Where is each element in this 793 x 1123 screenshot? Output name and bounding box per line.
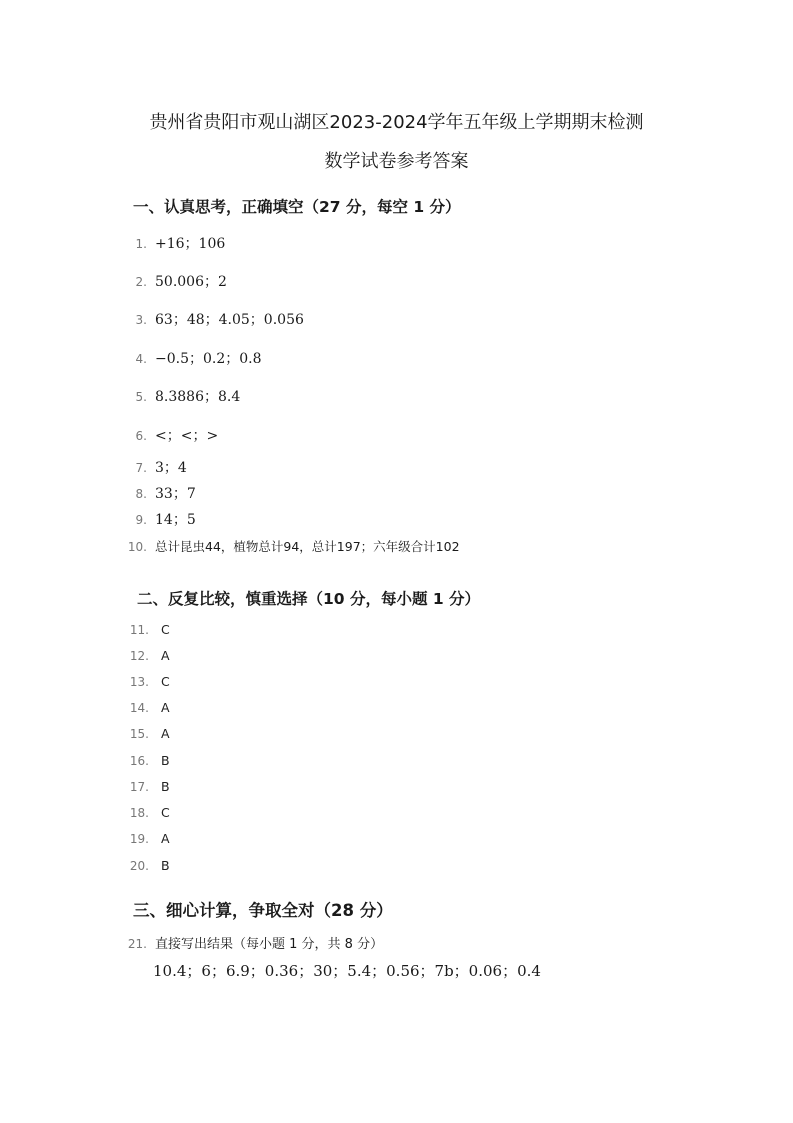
answer-11 [125,619,170,639]
item-number: 14. [129,701,149,715]
answer-7 [125,457,187,477]
answer-text: B [161,858,170,873]
answer-text: A [161,700,170,715]
item-number: 13. [129,675,149,689]
answer-text: 3；4 [155,460,187,476]
answer-13 [125,671,170,691]
answer-text: 33；7 [155,486,196,502]
item-number: 9. [135,513,147,527]
answer-5 [125,386,240,406]
answer-14 [125,697,170,717]
item-number: 2. [135,275,147,289]
answer-12 [125,645,170,665]
item-number: 18. [129,806,149,820]
item-number: 1. [135,237,147,251]
answer-text: 10.4；6；6.9；0.36；30；5.4；0.56；7b；0.06；0.4 [153,962,541,980]
answer-text: +16；106 [155,236,226,252]
answer-text: C [161,805,170,820]
item-number: 17. [129,780,149,794]
question-text: 直接写出结果（每小题 1 分，共 8 分） [155,937,384,952]
item-number: 10. [127,540,147,554]
item-number: 21. [127,937,147,951]
answer-text: C [161,674,170,689]
item-number: 12. [129,649,149,663]
answer-10 [125,536,460,556]
answer-1 [125,233,225,253]
answer-text: 8.3886；8.4 [155,389,241,405]
document-subtitle: 数学试卷参考答案 [324,151,469,172]
item-number: 4. [135,352,147,366]
answer-text: B [161,779,170,794]
item-number: 20. [129,859,149,873]
answer-text: 14；5 [155,512,196,528]
answer-9 [125,509,196,529]
answer-3 [125,309,304,329]
question-21 [125,933,383,953]
item-number: 7. [135,461,147,475]
answer-text: A [161,648,170,663]
answer-6 [125,425,218,445]
answer-16 [125,750,170,770]
answer-text: 总计昆虫44，植物总计94，总计197；六年级合计102 [155,539,460,554]
answer-text: B [161,753,170,768]
item-number: 16. [129,754,149,768]
item-number: 11. [129,623,149,637]
answer-text: A [161,726,170,741]
answer-text: C [161,622,170,637]
answer-text: 63；48；4.05；0.056 [155,312,304,328]
document-title: 贵州省贵阳市观山湖区2023-2024学年五年级上学期期末检测 [149,112,644,133]
answer-8 [125,483,196,503]
answer-15 [125,723,170,743]
answer-text: A [161,831,170,846]
answer-18 [125,802,170,822]
answer-2 [125,271,227,291]
item-number: 3. [135,313,147,327]
answer-text: −0.5；0.2；0.8 [155,351,262,367]
answer-text: 50.006；2 [155,274,227,290]
section3-heading: 三、细心计算，争取全对（28 分） [133,901,393,920]
answer-17 [125,776,170,796]
section1-heading: 一、认真思考，正确填空（27 分，每空 1 分） [133,198,461,216]
answer-21 [153,961,541,981]
answer-20 [125,855,170,875]
item-number: 6. [135,429,147,443]
item-number: 5. [135,390,147,404]
item-number: 19. [129,832,149,846]
answer-4 [125,348,262,368]
item-number: 8. [135,487,147,501]
section2-heading: 二、反复比较，慎重选择（10 分，每小题 1 分） [137,590,481,608]
answer-text: <；<；> [155,428,219,444]
answer-19 [125,828,170,848]
item-number: 15. [129,727,149,741]
